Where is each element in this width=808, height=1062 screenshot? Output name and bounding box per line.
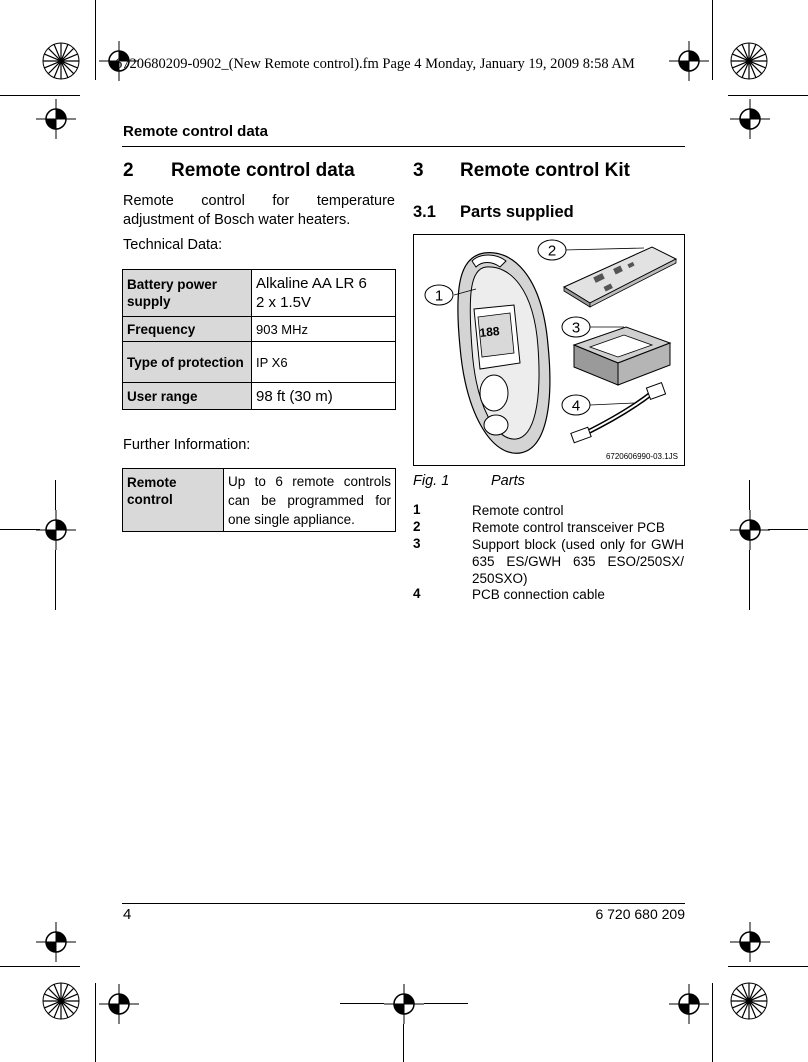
table-row [123, 342, 396, 383]
pcb-drawing [564, 247, 676, 307]
starburst-mark-icon [41, 41, 81, 81]
registration-target-icon [36, 99, 76, 139]
crop-line [0, 966, 80, 967]
further-information-label: Further Information: [123, 437, 251, 453]
remote-display-digits: 188 [478, 323, 501, 340]
figure-caption-text: Parts [491, 473, 525, 489]
legend-number: 1 [413, 502, 421, 517]
table-cell-label: Type of protection [123, 342, 252, 383]
value-line: can be programmed for [228, 492, 391, 508]
crop-line [340, 1003, 384, 1004]
registration-target-icon [669, 41, 709, 81]
legend-text: Support block (used only for GWH [472, 537, 684, 552]
technical-data-table [122, 269, 396, 410]
registration-target-icon [36, 510, 76, 550]
parts-illustration [414, 235, 684, 465]
crop-line [728, 95, 808, 96]
starburst-mark-icon [729, 41, 769, 81]
registration-target-icon [36, 922, 76, 962]
callout-leader-line [564, 248, 644, 250]
crop-line [95, 983, 96, 1062]
legend-text: 250SXO) [472, 571, 528, 586]
value-line: Up to 6 remote controls [228, 473, 391, 489]
legend-text: PCB connection cable [472, 587, 605, 602]
registration-target-icon [669, 984, 709, 1024]
technical-data-label: Technical Data: [123, 237, 223, 253]
registration-target-icon [730, 922, 770, 962]
registration-target-icon [99, 984, 139, 1024]
crop-line [728, 966, 808, 967]
section-number: 2 [123, 160, 134, 181]
running-header: Remote control data [123, 123, 269, 140]
legend-number: 2 [413, 519, 421, 534]
registration-target-icon [730, 510, 770, 550]
legend-text: 635 ES/GWH 635 ESO/250SX/ [472, 554, 684, 569]
legend-text: Remote control [472, 503, 564, 518]
callout-label: 1 [434, 287, 444, 305]
table-row [123, 469, 396, 532]
table-cell-label: Frequency [123, 317, 252, 342]
callout-label: 3 [571, 319, 581, 337]
support-block-drawing [574, 327, 670, 385]
table-cell-value: 903 MHz [252, 317, 396, 342]
table-row [123, 383, 396, 410]
starburst-mark-icon [41, 981, 81, 1021]
crop-line [424, 1003, 468, 1004]
further-information-table [122, 468, 396, 532]
footer-rule [122, 903, 685, 904]
crop-line [712, 983, 713, 1062]
table-row [123, 270, 396, 317]
page-number: 4 [123, 906, 132, 923]
figure-caption-label: Fig. 1 [413, 473, 450, 489]
crop-line [403, 1024, 404, 1062]
crop-line [55, 480, 56, 510]
remote-control-drawing [458, 253, 550, 454]
legend-number: 4 [413, 586, 421, 601]
registration-target-icon [384, 984, 424, 1024]
table-cell-label: User range [123, 383, 252, 410]
table-cell-label: Remote control [123, 469, 224, 532]
crop-line [768, 529, 808, 530]
crop-line [749, 480, 750, 510]
section-number: 3 [413, 160, 424, 181]
legend-number: 3 [413, 536, 421, 551]
value-line: 2 x 1.5V [256, 294, 312, 311]
value-line: Alkaline AA LR 6 [256, 275, 367, 292]
crop-line [55, 550, 56, 610]
table-cell-value: 98 ft (30 m) [252, 383, 396, 410]
section-title: Remote control Kit [460, 160, 630, 181]
starburst-mark-icon [729, 981, 769, 1021]
figure-code: 6720606990-03.1JS [605, 452, 678, 461]
table-cell-value [224, 469, 396, 532]
registration-target-icon [730, 99, 770, 139]
slug-line: 6720680209-0902_(New Remote control).fm Page 4 Monday, January 19, 2009 8:58 AM [115, 56, 635, 72]
table-cell-value: IP X6 [252, 342, 396, 383]
intro-paragraph-line: Remote control for temperature [123, 193, 395, 209]
intro-paragraph-line: adjustment of Bosch water heaters. [123, 212, 351, 228]
table-cell-label: Battery power supply [123, 270, 252, 317]
header-rule [122, 146, 685, 147]
subsection-number: 3.1 [413, 203, 436, 221]
crop-line [95, 0, 96, 80]
value-line: one single appliance. [228, 511, 355, 527]
crop-line [749, 550, 750, 610]
callout-leader-line [590, 403, 634, 405]
crop-line [0, 95, 80, 96]
table-row [123, 317, 396, 342]
crop-line [0, 529, 40, 530]
parts-figure [413, 234, 685, 466]
subsection-title: Parts supplied [460, 203, 574, 221]
callout-label: 4 [571, 397, 581, 415]
callout-label: 2 [547, 242, 557, 260]
legend-text: Remote control transceiver PCB [472, 520, 665, 535]
crop-line [712, 0, 713, 80]
section-title: Remote control data [171, 160, 355, 181]
table-cell-value [252, 270, 396, 317]
document-number: 6 720 680 209 [595, 906, 685, 922]
